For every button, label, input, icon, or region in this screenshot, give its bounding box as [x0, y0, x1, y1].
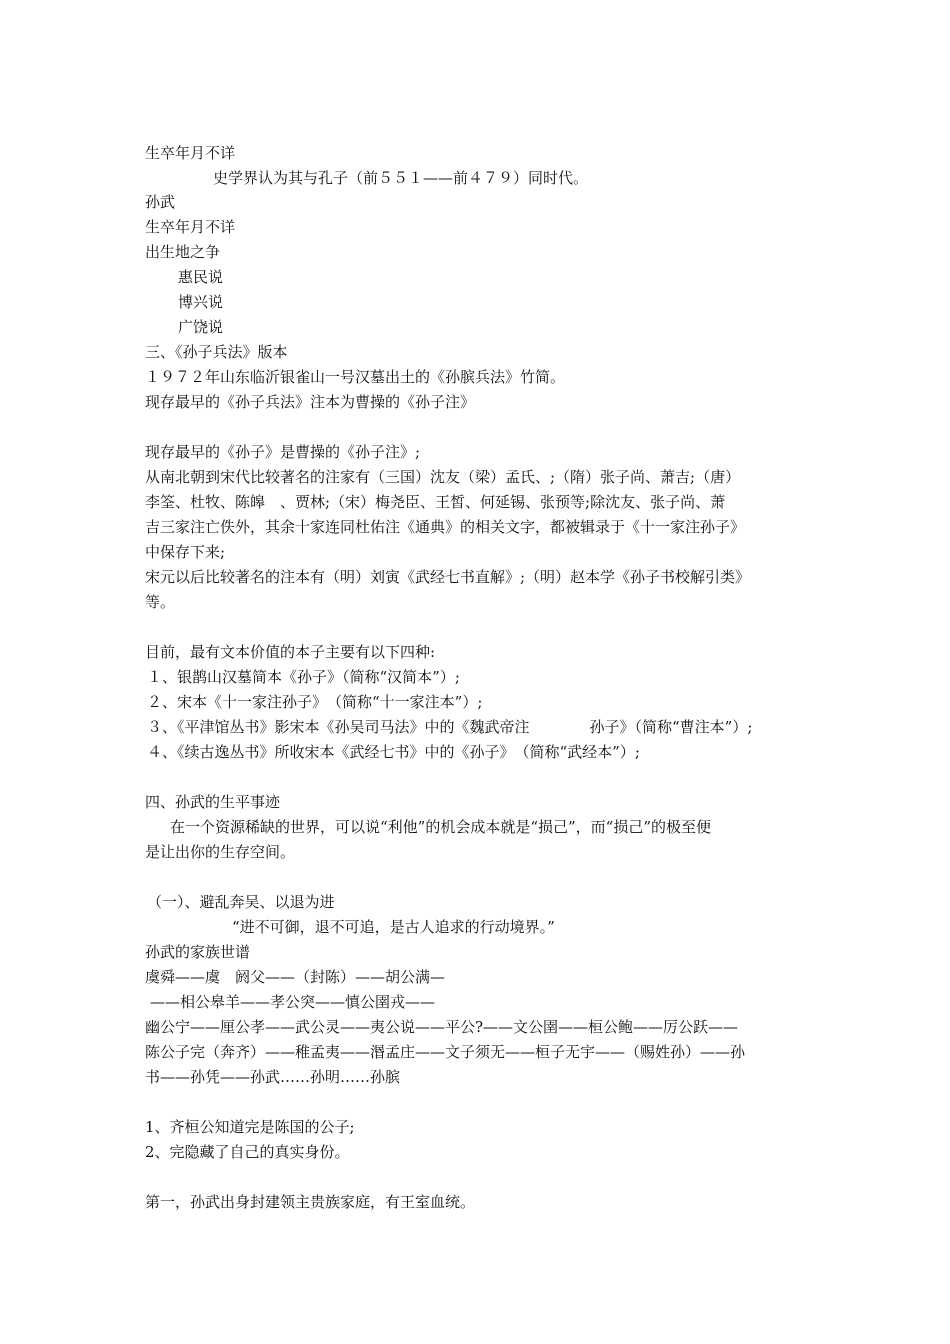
list-item: ２、宋本《十一家注孙子》 （简称“十一家注本”）;: [147, 693, 483, 711]
list-item: １、银鹊山汉墓简本《孙子》（简称“汉简本”）;: [147, 668, 460, 686]
text-line: 宋元以后比较著名的注本有（明）刘寅《武经七书直解》;（明）赵本学《孙子书校解引类》: [145, 568, 751, 586]
text-line: 孙武的家族世谱: [145, 943, 251, 961]
section-heading: 四、孙武的生平事迹: [145, 793, 281, 811]
text-line: 从南北朝到宋代比较著名的注家有（三国）沈友（梁）孟氏、;（隋）张子尚、萧吉;（唐）: [145, 468, 741, 486]
quote-line: “进不可御，退不可追，是古人追求的行动境界。”: [232, 918, 555, 936]
list-item: 2、完隐藏了自己的真实身份。: [145, 1143, 350, 1161]
section-heading: 三、《孙子兵法》版本: [145, 343, 288, 361]
list-item: 1、齐桓公知道完是陈国的公子;: [145, 1118, 355, 1136]
text-line: 广饶说: [178, 318, 224, 336]
text-line: 现存最早的《孙子》是曹操的《孙子注》;: [145, 443, 421, 461]
text-line: 惠民说: [178, 268, 224, 286]
text-line: 博兴说: [178, 293, 224, 311]
text-line: 是让出你的生存空间。: [145, 843, 296, 861]
text-line: 吉三家注亡佚外，其余十家连同杜佑注《通典》的相关文字，都被辑录于《十一家注孙子》: [145, 518, 746, 536]
text-line: 现存最早的《孙子兵法》注本为曹操的《孙子注》: [145, 393, 476, 411]
text-line: 目前，最有文本价值的本子主要有以下四种:: [145, 643, 436, 661]
text-line: 陈公子完（奔齐）——稚孟夷——湣孟庄——文子须无——桓子无宇——（赐姓孙）——孙: [145, 1043, 746, 1061]
text-line: 在一个资源稀缺的世界，可以说“利他”的机会成本就是“损己”，而“损己”的极至便: [170, 818, 712, 836]
text-line: 生卒年月不详: [145, 144, 236, 162]
text-line: 李筌、杜牧、陈皞 、贾林;（宋）梅尧臣、王皙、何延锡、张预等;除沈友、张子尚、萧: [145, 493, 726, 511]
text-line: ——相公皋羊——孝公突——慎公圉戎——: [150, 993, 436, 1011]
text-line: 史学界认为其与孔子（前５５１——前４７９）同时代。: [213, 169, 589, 187]
text-line: 生卒年月不详: [145, 218, 236, 236]
text-line: 第一，孙武出身封建领主贵族家庭，有王室血统。: [145, 1193, 476, 1211]
text-line: 幽公宁——厘公孝——武公灵——夷公说——平公?——文公圉——桓公鲍——厉公跃——: [145, 1018, 739, 1036]
text-line: １９７２年山东临沂银雀山一号汉墓出土的《孙膑兵法》竹简。: [145, 368, 566, 386]
text-line: 出生地之争: [145, 243, 221, 261]
text-line: 书——孙凭——孙武……孙明……孙膑: [145, 1068, 401, 1086]
list-item: ３、《平津馆丛书》影宋本《孙吴司马法》中的《魏武帝注 孙子》（简称“曹注本”）;: [147, 718, 753, 736]
list-item: ４、《续古逸丛书》所收宋本《武经七书》中的《孙子》 （简称“武经本”）;: [147, 743, 640, 761]
text-line: 等。: [145, 593, 176, 611]
text-line: 中保存下来;: [145, 543, 226, 561]
text-line: 虞舜——虞 阏父——（封陈）——胡公满—: [145, 968, 446, 986]
subsection-heading: （一）、避乱奔吴、以退为进: [147, 893, 335, 911]
text-line: 孙武: [145, 193, 176, 211]
